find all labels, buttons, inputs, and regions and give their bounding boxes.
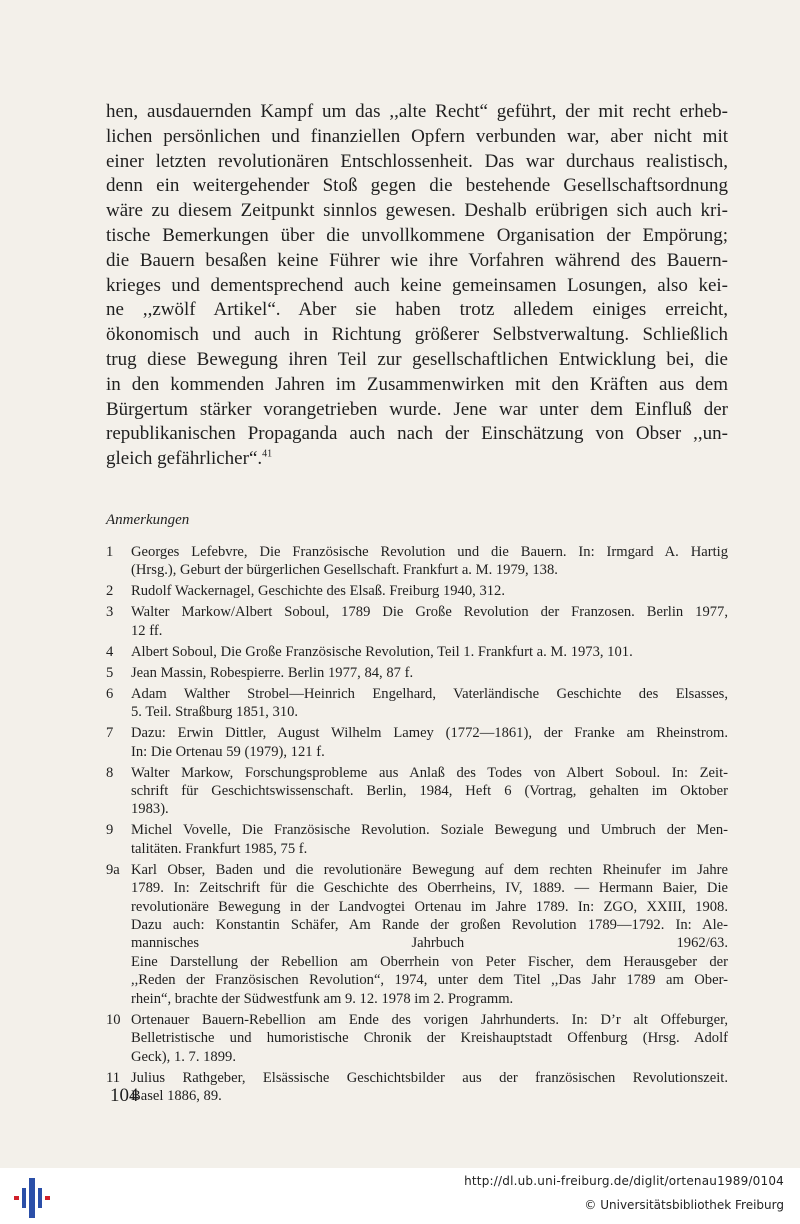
page-number: 104 bbox=[110, 1085, 139, 1106]
note-line: Basel 1886, 89. bbox=[131, 1087, 222, 1104]
note-line: Albert Soboul, Die Große Französische Revolution, Teil 1. Frankfurt a. M. 1973, 101. bbox=[131, 643, 633, 660]
note-number: 6 bbox=[106, 685, 114, 702]
body-line: Bürgertum stärker vorangetrieben wurde. Jene war unter dem Einfluß der bbox=[106, 398, 728, 420]
note-line: (Hrsg.), Geburt der bürgerlichen Gesellschaft. Frankfurt a. M. 1979, 138. bbox=[131, 562, 558, 579]
note-number: 9a bbox=[106, 861, 120, 878]
note-line: In: Die Ortenau 59 (1979), 121 f. bbox=[131, 743, 325, 760]
note-line: Dazu: Erwin Dittler, August Wilhelm Lamey (1772—1861), der Franke am Rheinstrom. bbox=[131, 725, 728, 742]
note-line: Julius Rathgeber, Elsässische Geschichtsbilder aus der französischen Revolutionszeit. bbox=[131, 1069, 728, 1086]
body-line: trug diese Bewegung ihren Teil zur gesellschaftlichen Entwicklung bei, die bbox=[106, 348, 728, 370]
body-line: denn ein weitergehender Stoß gegen die bestehende Gesellschaftsordnung bbox=[106, 175, 728, 197]
note-item bbox=[106, 724, 728, 761]
note-line: 1789. In: Zeitschrift für die Geschichte des Oberrheins, IV, 1889. — Hermann Baier, Die bbox=[131, 880, 728, 897]
note-item bbox=[106, 643, 728, 661]
note-line: Walter Markow, Forschungsprobleme aus Anlaß des Todes von Albert Soboul. In: Zeit- bbox=[131, 764, 728, 781]
note-line: 5. Teil. Straßburg 1851, 310. bbox=[131, 704, 299, 721]
footer-bar bbox=[0, 1168, 800, 1224]
note-line: Adam Walther Strobel—Heinrich Engelhard, Vaterländische Geschichte des Elsasses, bbox=[131, 685, 728, 702]
note-line: 12 ff. bbox=[131, 622, 163, 639]
body-line: einer letzten revolutionären Entschlossenheit. Das war durchaus realistisch, bbox=[106, 150, 728, 172]
body-line: die Bauern besaßen keine Führer wie ihre Vorfahren während des Bauern- bbox=[106, 249, 728, 271]
footer-copyright: © Universitätsbibliothek Freiburg bbox=[584, 1198, 784, 1212]
note-item bbox=[106, 582, 728, 600]
note-line: Ortenauer Bauern-Rebellion am Ende des vorigen Jahrhunderts. In: D’r alt Offeburger, bbox=[131, 1011, 728, 1028]
note-line: revolutionäre Bewegung in der Landvogtei Ortenau im Jahre 1789. In: ZGO, XXIII, 1908. bbox=[131, 898, 728, 915]
note-item bbox=[106, 1011, 728, 1066]
note-line: Walter Markow/Albert Soboul, 1789 Die Große Revolution der Franzosen. Berlin 1977, bbox=[131, 604, 728, 621]
note-line: Karl Obser, Baden und die revolutionäre Bewegung auf dem rechten Rheinufer im Jahre bbox=[131, 861, 728, 878]
note-number: 7 bbox=[106, 725, 114, 742]
body-text bbox=[106, 100, 728, 472]
note-item bbox=[106, 1069, 728, 1106]
note-line: Rudolf Wackernagel, Geschichte des Elsaß. Freiburg 1940, 312. bbox=[131, 583, 505, 600]
note-item bbox=[106, 685, 728, 722]
notes-list bbox=[106, 543, 728, 1108]
note-item bbox=[106, 821, 728, 858]
body-line: tische Bemerkungen über die unvollkommene Organisation der Empörung; bbox=[106, 224, 728, 246]
body-line-last-text: gleich gefährlicher“. bbox=[106, 448, 263, 470]
note-line: Geck), 1. 7. 1899. bbox=[131, 1048, 236, 1065]
note-line: Michel Vovelle, Die Französische Revolution. Soziale Bewegung und Umbruch der Men- bbox=[131, 822, 728, 839]
note-line: talitäten. Frankfurt 1985, 75 f. bbox=[131, 840, 308, 857]
library-logo-icon bbox=[12, 1176, 52, 1220]
body-line: in den kommenden Jahren im Zusammenwirken mit den Kräften aus dem bbox=[106, 373, 728, 395]
body-line-last bbox=[106, 447, 728, 472]
note-number: 1 bbox=[106, 544, 114, 560]
body-line: lichen persönlichen und finanziellen Opfern verbunden war, aber nicht mit bbox=[106, 125, 728, 147]
note-line: rhein“, brachte der Südwestfunk am 9. 12. 1978 im 2. Programm. bbox=[131, 990, 514, 1007]
note-number: 4 bbox=[106, 643, 114, 660]
note-item bbox=[106, 603, 728, 640]
note-number: 8 bbox=[106, 764, 114, 781]
note-line: mannisches Jahrbuch 1962/63. bbox=[131, 935, 728, 952]
note-line: Jean Massin, Robespierre. Berlin 1977, 84, 87 f. bbox=[131, 664, 414, 681]
body-line: hen, ausdauernden Kampf um das ,,alte Recht“ geführt, der mit recht erheb- bbox=[106, 101, 728, 122]
note-number: 9 bbox=[106, 822, 114, 839]
note-item bbox=[106, 664, 728, 682]
note-line: Georges Lefebvre, Die Französische Revolution und die Bauern. In: Irmgard A. Hartig bbox=[131, 544, 728, 560]
note-number: 5 bbox=[106, 664, 114, 681]
note-number: 11 bbox=[106, 1069, 121, 1086]
body-line: ne ,,zwölf Artikel“. Aber sie haben trotz alledem einiges erreicht, bbox=[106, 299, 728, 321]
body-line: krieges und dementsprechend auch keine gemeinsamen Losungen, also kei- bbox=[106, 274, 728, 296]
note-item bbox=[106, 543, 728, 580]
note-line: schrift für Geschichtswissenschaft. Berlin, 1984, Heft 6 (Vortrag, gehalten im Oktober bbox=[131, 783, 728, 800]
note-number: 10 bbox=[106, 1011, 121, 1028]
note-line: Eine Darstellung der Rebellion am Oberrhein von Peter Fischer, dem Herausgeber der bbox=[131, 953, 728, 970]
body-line: ökonomisch und auch in Richtung größerer Selbstverwaltung. Schließlich bbox=[106, 324, 728, 346]
body-line: republikanischen Propaganda auch nach der Einschätzung von Obser ,,un- bbox=[106, 423, 728, 445]
note-number: 3 bbox=[106, 604, 114, 621]
note-item bbox=[106, 861, 728, 1008]
note-item bbox=[106, 764, 728, 819]
footer-url-link[interactable]: http://dl.ub.uni-freiburg.de/diglit/ortenau1989/0104 bbox=[464, 1174, 784, 1188]
body-line: wäre zu diesem Zeitpunkt sinnlos gewesen. Deshalb erübrigen sich auch kri- bbox=[106, 200, 728, 222]
note-line: 1983). bbox=[131, 801, 169, 818]
footnote-reference: 41 bbox=[262, 448, 273, 460]
note-line: Belletristische und humoristische Chronik der Kreishauptstadt Offenburg (Hrsg. Adolf bbox=[131, 1030, 728, 1047]
note-line: ,,Reden der Französischen Revolution“, 1974, unter dem Titel ,,Das Jahr 1789 am Ober- bbox=[131, 972, 728, 989]
note-line: Dazu auch: Konstantin Schäfer, Am Rande der großen Revolution 1789—1792. In: Ale- bbox=[131, 917, 728, 934]
note-number: 2 bbox=[106, 583, 114, 600]
notes-heading: Anmerkungen bbox=[106, 512, 190, 528]
